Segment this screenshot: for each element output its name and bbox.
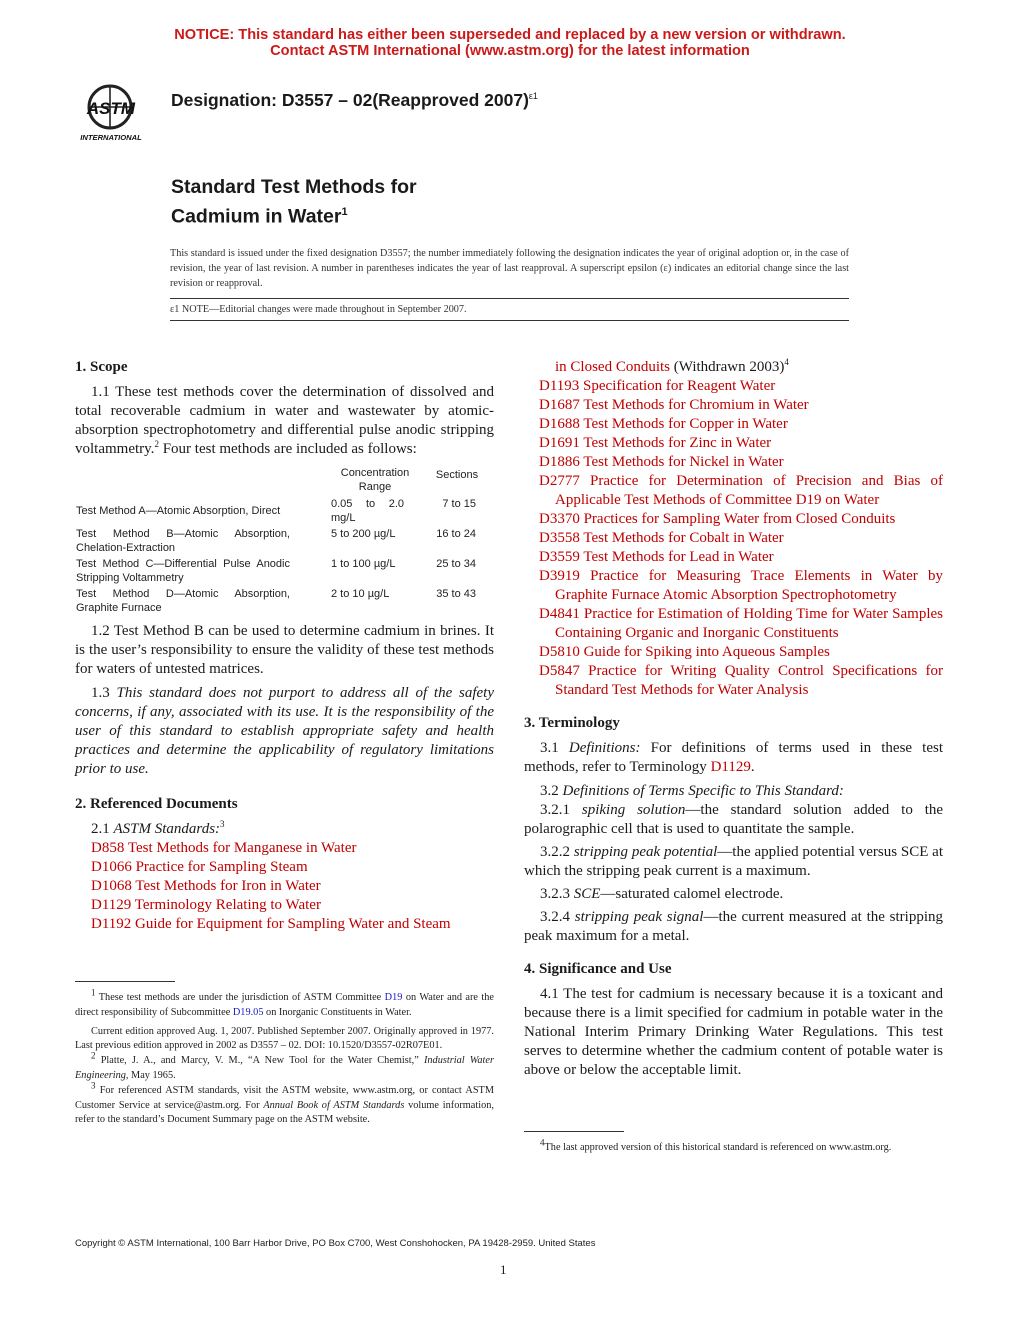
- definition-term: stripping peak potential: [573, 844, 718, 860]
- footnote-3: $^3$ For referenced ASTM standards, visit the ASTM website, www.astm.org, or contact ASTM Customer Service at service@astm.org. For Annual Book of ASTM Standards volume information, refer to the standard’s Document Summary page on the ASTM website.: [75, 1080, 495, 1126]
- preamble: This standard is issued under the fixed designation D3557; the number immediately following the designation indicates the year of original adoption or, in the case of revision, the year of last revision. A number in parentheses indicates the year of last reapproval. A superscript epsilon (ε) indicates an editorial change since the last revision or reapproval.: [170, 248, 849, 289]
- ref-item[interactable]: [524, 567, 943, 605]
- footnote-2-b: May 1965.: [128, 1069, 176, 1081]
- ref-code[interactable]: D858: [91, 840, 125, 856]
- terminology-3-1-text: For definitions of terms used in these test methods, refer to Terminology: [524, 740, 943, 775]
- ref-code[interactable]: D1687: [539, 397, 580, 413]
- ref-code[interactable]: D1886: [539, 454, 580, 470]
- footnote-1-b: on Water and are the direct responsibility of Subcommittee: [75, 992, 494, 1018]
- table-header-range: Concentration Range: [340, 467, 410, 493]
- ref-cont-link[interactable]: in Closed Conduits: [555, 359, 671, 375]
- editorial-note: ε1 NOTE—Editorial changes were made throughout in September 2007.: [170, 304, 467, 315]
- ref-title[interactable]: Test Methods for Cobalt in Water: [583, 530, 784, 546]
- footnote-3-b: volume information, refer to the standard’s Document Summary page on the ASTM website.: [75, 1099, 494, 1126]
- referenced-2-1-sup: 3: [220, 819, 225, 829]
- page-number: 1: [500, 1262, 507, 1277]
- footnote-1-a: These test methods are under the jurisdiction of ASTM Committee: [98, 992, 385, 1003]
- referenced-2-1-label: ASTM Standards:: [113, 821, 221, 837]
- definition-text: —saturated calomel electrode.: [600, 886, 784, 902]
- ref-title[interactable]: Test Methods for Iron in Water: [135, 878, 321, 894]
- ref-code[interactable]: D1129: [91, 897, 132, 913]
- ref-title[interactable]: Guide for Equipment for Sampling Water and Steam: [135, 916, 451, 932]
- ref-title[interactable]: Practice for Determination of Precision and Bias of Applicable Test Methods of Committee D19 on Water: [555, 473, 943, 508]
- method-sections: 25 to 34: [436, 558, 476, 570]
- definition-num: 3.2.4: [540, 909, 575, 925]
- ref-item[interactable]: [75, 858, 494, 877]
- designation-label: Designation: D3557 – 02(Reapproved 2007): [171, 90, 529, 110]
- table-row: [75, 586, 494, 616]
- ref-title[interactable]: Test Methods for Zinc in Water: [583, 435, 772, 451]
- ref-cont-text: (Withdrawn 2003): [670, 359, 785, 375]
- ref-title[interactable]: Test Methods for Lead in Water: [583, 549, 774, 565]
- method-range: 1 to 100 µg/L: [331, 558, 396, 570]
- withdrawal-notice: [0, 27, 1020, 59]
- ref-item[interactable]: [524, 605, 943, 643]
- ref-item[interactable]: [75, 877, 494, 896]
- ref-title[interactable]: Practice for Estimation of Holding Time for Water Samples Containing Organic and Inorganic Constituents: [555, 606, 944, 641]
- definition-item: [524, 908, 943, 946]
- astm-logo-icon: [70, 73, 166, 145]
- ref-title[interactable]: Guide for Spiking into Aqueous Samples: [583, 644, 830, 660]
- ref-item[interactable]: [524, 662, 943, 700]
- title-line-1: Standard Test Methods for: [171, 176, 417, 198]
- ref-code[interactable]: D1192: [91, 916, 132, 932]
- ref-item[interactable]: [75, 839, 494, 858]
- method-name: Test Method B—Atomic Absorption, Chelation-Extraction: [76, 528, 290, 554]
- ref-code[interactable]: D3558: [539, 530, 580, 546]
- ref-code[interactable]: D3559: [539, 549, 580, 565]
- ref-code[interactable]: D1691: [539, 435, 580, 451]
- footnote-3-a: For referenced ASTM standards, visit the ASTM website, www.astm.org, or contact ASTM Customer Service at service@astm.org. For: [75, 1084, 495, 1111]
- footnote-3-book: Annual Book of ASTM Standards: [263, 1099, 405, 1111]
- logo-sub-text: INTERNATIONAL: [80, 133, 142, 142]
- footnote-4-text: The last approved version of this historical standard is referenced on www.astm.org.: [544, 1142, 892, 1153]
- ref-item[interactable]: [524, 472, 943, 510]
- ref-continuation: [524, 358, 943, 377]
- footnote-rule-right: [524, 1131, 624, 1132]
- ref-item[interactable]: [524, 548, 943, 567]
- definition-text: —the applied potential versus SCE at which the stripping peak current is a maximum.: [524, 844, 944, 879]
- ref-item[interactable]: [524, 643, 943, 662]
- ref-title[interactable]: Practice for Measuring Trace Elements in Water by Graphite Furnace Atomic Absorption Spectrophotometry: [555, 568, 943, 603]
- ref-item[interactable]: [524, 529, 943, 548]
- designation: [171, 90, 538, 111]
- left-column: [75, 358, 494, 934]
- subcommittee-link[interactable]: D19.05: [232, 1006, 264, 1018]
- method-range: 2 to 10 µg/L: [331, 588, 390, 600]
- definition-item: [524, 843, 943, 881]
- title-line-2: Cadmium in Water: [171, 205, 342, 228]
- notice-line-1: NOTICE: This standard has either been superseded and replaced by a new version or withdrawn.: [174, 27, 846, 43]
- copyright: Copyright © ASTM International, 100 Barr Harbor Drive, PO Box C700, West Conshohocken, PA 19428-2959. United States: [75, 1238, 596, 1249]
- methods-table: [75, 465, 494, 616]
- ref-item[interactable]: [524, 453, 943, 472]
- definition-term: stripping peak signal: [574, 909, 704, 925]
- definition-term: spiking solution: [581, 802, 686, 818]
- definition-text: —the standard solution added to the polarographic cell that is used to quantitate the sample.: [524, 802, 944, 837]
- scope-1-1: [75, 383, 494, 459]
- scope-heading: 1. Scope: [75, 359, 128, 375]
- terminology-3-1-num: 3.1: [540, 740, 569, 756]
- ref-item[interactable]: [524, 434, 943, 453]
- method-range: 5 to 200 µg/L: [331, 528, 396, 540]
- terminology-link[interactable]: D1129: [710, 759, 751, 775]
- table-row: [75, 526, 494, 556]
- preamble-rule-bottom: [170, 320, 849, 321]
- document-title: [171, 175, 417, 230]
- definition-num: 3.2.3: [540, 886, 574, 902]
- terminology-3-2-num: 3.2: [540, 783, 563, 799]
- preamble-rule-top: [170, 298, 849, 299]
- scope-1-3: [75, 684, 494, 779]
- method-sections: 35 to 43: [436, 588, 476, 600]
- designation-epsilon: ε1: [528, 91, 538, 102]
- terminology-3-1-label: Definitions:: [568, 740, 641, 756]
- footnote-1: $^1$ These test methods are under the jurisdiction of ASTM Committee D19 on Water and are the direct responsibility of Subcommittee D19.05 on Inorganic Constituents in Water.: [75, 987, 494, 1018]
- ref-item[interactable]: [524, 510, 943, 529]
- footnote-edition: Current edition approved Aug. 1, 2007. Published September 2007. Originally approved in 1977. Last previous edition approved in 2002 as D3557 – 02. DOI: 10.1520/D3557-02R07E01.: [75, 1025, 494, 1052]
- ref-title[interactable]: Test Methods for Manganese in Water: [127, 840, 357, 856]
- definition-term: SCE: [573, 886, 601, 902]
- ref-item[interactable]: [75, 896, 494, 915]
- ref-code[interactable]: D5810: [539, 644, 580, 660]
- terminology-heading: 3. Terminology: [524, 715, 620, 731]
- table-header-sections: Sections: [435, 469, 479, 481]
- footnote-rule-left: [75, 981, 175, 982]
- footnote-2: $^2$ Platte, J. A., and Marcy, V. M., “A New Tool for the Water Chemist,” Industrial Water Engineering, May 1965.: [75, 1050, 494, 1081]
- ref-cont-sup: 4: [784, 357, 789, 367]
- ref-item[interactable]: [75, 915, 494, 934]
- right-column: [524, 358, 943, 1080]
- ref-title[interactable]: Practice for Sampling Steam: [135, 859, 308, 875]
- footnote-1-c: on Inorganic Constituents in Water.: [263, 1006, 412, 1018]
- ref-code[interactable]: D3370: [539, 511, 580, 527]
- ref-title[interactable]: Test Methods for Chromium in Water: [583, 397, 809, 413]
- title-footnote: 1: [341, 206, 348, 218]
- ref-code[interactable]: D1688: [539, 416, 580, 432]
- referenced-2-1-num: 2.1: [91, 821, 114, 837]
- notice-line-2: Contact ASTM International (www.astm.org) for the latest information: [270, 43, 750, 59]
- method-name: Test Method D—Atomic Absorption, Graphite Furnace: [76, 588, 290, 614]
- table-row: [75, 556, 494, 586]
- referenced-2-1: [75, 820, 494, 839]
- method-name: Test Method C—Differential Pulse Anodic Stripping Voltammetry: [76, 558, 290, 584]
- terminology-3-1: 3.1 Definitions: For definitions of terms used in these test methods, refer to Terminology D1129.: [524, 740, 943, 775]
- ref-code[interactable]: D4841: [539, 606, 580, 622]
- scope-1-3-num: 1.3: [91, 685, 117, 701]
- footnote-2-a: Platte, J. A., and Marcy, V. M., “A New Tool for the Water Chemist,”: [100, 1055, 424, 1067]
- scope-1-2: 1.2 Test Method B can be used to determine cadmium in brines. It is the user’s responsibility to ensure the validity of these test methods for waters of untested matrices.: [75, 623, 494, 677]
- ref-title[interactable]: Test Methods for Nickel in Water: [583, 454, 784, 470]
- definition-text: —the current measured at the stripping peak maximum for a metal.: [524, 909, 943, 944]
- footnote-2-journal: Industrial Water Engineering,: [75, 1055, 494, 1081]
- referenced-heading: 2. Referenced Documents: [75, 796, 238, 812]
- definition-num: 3.2.1: [540, 802, 582, 818]
- method-range: 0.05 to 2.0 mg/L: [331, 498, 404, 524]
- ref-code[interactable]: D3919: [539, 568, 580, 584]
- significance-heading: 4. Significance and Use: [524, 961, 672, 977]
- footnotes-left: [75, 987, 495, 1128]
- ref-title[interactable]: Specification for Reagent Water: [583, 378, 776, 394]
- definition-item: [524, 801, 943, 839]
- definition-num: 3.2.2: [540, 844, 574, 860]
- terminology-3-2-label: Definitions of Terms Specific to This Standard:: [562, 783, 844, 799]
- ref-code[interactable]: D2777: [539, 473, 580, 489]
- logo-mark-text: ASTM: [86, 99, 136, 118]
- ref-code[interactable]: D1068: [91, 878, 132, 894]
- definition-item: [524, 885, 943, 904]
- method-sections: 7 to 15: [442, 498, 476, 510]
- scope-1-1-text: 1.1 These test methods cover the determination of dissolved and total recoverable cadmium in water and wastewater by atomic-absorption spectrophotometry and differential pulse anodic stripping voltammetry.: [75, 384, 494, 457]
- method-name: Test Method A—Atomic Absorption, Direct: [76, 505, 281, 517]
- method-sections: 16 to 24: [436, 528, 476, 540]
- ref-title[interactable]: Practices for Sampling Water from Closed Conduits: [583, 511, 896, 527]
- scope-1-3-text: This standard does not purport to address all of the safety concerns, if any, associated with its use. It is the responsibility of the user of this standard to establish appropriate safety and health practices and determine the applicability of regulatory limitations prior to use.: [75, 685, 495, 777]
- ref-item[interactable]: [524, 415, 943, 434]
- ref-title[interactable]: Test Methods for Copper in Water: [583, 416, 788, 432]
- ref-item[interactable]: [524, 377, 943, 396]
- significance-4-1: 4.1 The test for cadmium is necessary because it is a toxicant and because there is a limit specified for cadmium in potable water in the National Interim Primary Drinking Water Regulations. This test serves to determine whether the cadmium content of potable water is above or below the acceptable limit.: [524, 986, 943, 1078]
- ref-title[interactable]: Terminology Relating to Water: [134, 897, 321, 913]
- ref-item[interactable]: [524, 396, 943, 415]
- astm-logo: [70, 73, 166, 145]
- ref-code[interactable]: D1193: [539, 378, 580, 394]
- committee-link[interactable]: D19: [384, 992, 403, 1003]
- ref-title[interactable]: Practice for Writing Quality Control Specifications for Standard Test Methods for Water Analysis: [555, 663, 943, 698]
- ref-code[interactable]: D5847: [539, 663, 580, 679]
- scope-1-1-end: Four test methods are included as follows:: [158, 441, 417, 457]
- footnote-4: $^4$The last approved version of this historical standard is referenced on www.astm.org.: [540, 1137, 892, 1153]
- ref-code[interactable]: D1066: [91, 859, 132, 875]
- terminology-3-2: [524, 782, 943, 801]
- scope-1-1-sup: 2: [154, 439, 159, 449]
- table-row: [75, 496, 494, 526]
